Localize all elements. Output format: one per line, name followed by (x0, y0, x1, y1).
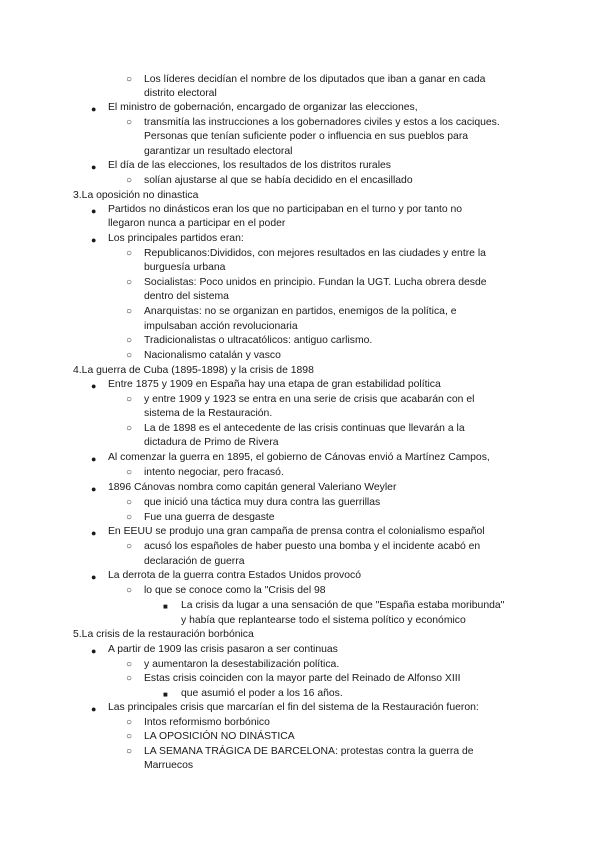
circle-bullet-icon: ○ (126, 673, 133, 684)
text-line: llegaron nunca a participar en el poder (108, 218, 286, 229)
square-bullet-icon: ■ (163, 690, 168, 699)
text-line: Tradicionalistas o ultracatólicos: antiguo carlismo. (144, 335, 373, 346)
circle-bullet-icon: ○ (126, 117, 133, 128)
text-line: La de 1898 es el antecedente de las crisis continuas que llevarán a la (144, 423, 465, 434)
text-line: El día de las elecciones, los resultados de los distritos rurales (108, 160, 391, 171)
circle-bullet-icon: ○ (126, 659, 133, 670)
text-line: solían ajustarse al que se había decidido en el encasillado (144, 175, 413, 186)
circle-bullet-icon: ○ (126, 497, 133, 508)
text-line: que inició una táctica muy dura contra las guerrillas (144, 497, 381, 508)
text-line: impulsaban acción revolucionaria (144, 321, 298, 332)
text-line: En EEUU se produjo una gran campaña de prensa contra el colonialismo español (108, 526, 485, 537)
disc-bullet-icon: ● (91, 704, 97, 714)
text-line: acusó los españoles de haber puesto una bomba y el incidente acabó en (144, 541, 481, 552)
text-line: Estas crisis coinciden con la mayor parte del Reinado de Alfonso XIII (144, 673, 461, 684)
text-line: que asumió el poder a los 16 años. (181, 688, 343, 699)
disc-bullet-icon: ● (91, 528, 97, 538)
text-line: Intos reformismo borbónico (144, 717, 270, 728)
text-line: Personas que tenían suficiente poder o influencia en sus pueblos para (144, 131, 469, 142)
circle-bullet-icon: ○ (126, 746, 133, 757)
disc-bullet-icon: ● (91, 235, 97, 245)
text-line: Republicanos:Divididos, con mejores resultados en las ciudades y entre la (144, 248, 486, 259)
circle-bullet-icon: ○ (126, 277, 133, 288)
section-heading: 3.La oposición no dinastica (73, 190, 199, 201)
circle-bullet-icon: ○ (126, 306, 133, 317)
circle-bullet-icon: ○ (126, 394, 133, 405)
text-line: El ministro de gobernación, encargado de organizar las elecciones, (108, 102, 418, 113)
circle-bullet-icon: ○ (126, 731, 133, 742)
disc-bullet-icon: ● (91, 572, 97, 582)
disc-bullet-icon: ● (91, 484, 97, 494)
disc-bullet-icon: ● (91, 646, 97, 656)
text-line: intento negociar, pero fracasó. (144, 467, 284, 478)
text-line: lo que se conoce como la "Crisis del 98 (144, 585, 326, 596)
circle-bullet-icon: ○ (126, 248, 133, 259)
text-line: burguesía urbana (144, 262, 226, 273)
circle-bullet-icon: ○ (126, 175, 133, 186)
disc-bullet-icon: ● (91, 162, 97, 172)
text-line: garantizar un resultado electoral (144, 146, 293, 157)
circle-bullet-icon: ○ (126, 541, 133, 552)
section-heading: 4.La guerra de Cuba (1895-1898) y la crisis de 1898 (73, 365, 314, 376)
text-line: La derrota de la guerra contra Estados Unidos provocó (108, 570, 361, 581)
text-line: LA SEMANA TRÁGICA DE BARCELONA: protestas contra la guerra de (144, 746, 474, 757)
circle-bullet-icon: ○ (126, 423, 133, 434)
text-line: dictadura de Primo de Rivera (144, 437, 279, 448)
text-line: transmitía las instrucciones a los gobernadores civiles y estos a los caciques. (144, 117, 500, 128)
disc-bullet-icon: ● (91, 454, 97, 464)
circle-bullet-icon: ○ (126, 512, 133, 523)
text-line: 1896 Cánovas nombra como capitán general Valeriano Weyler (108, 482, 397, 493)
circle-bullet-icon: ○ (126, 467, 133, 478)
circle-bullet-icon: ○ (126, 717, 133, 728)
section-heading: 5.La crisis de la restauración borbónica (73, 629, 254, 640)
text-line: y aumentaron la desestabilización política. (144, 659, 340, 670)
disc-bullet-icon: ● (91, 381, 97, 391)
text-line: Nacionalismo catalán y vasco (144, 350, 281, 361)
text-line: sistema de la Restauración. (144, 408, 273, 419)
text-line: A partir de 1909 las crisis pasaron a ser continuas (108, 644, 338, 655)
text-line: distrito electoral (144, 88, 217, 99)
text-line: Fue una guerra de desgaste (144, 512, 275, 523)
text-line: Socialistas: Poco unidos en principio. Fundan la UGT. Lucha obrera desde (144, 277, 487, 288)
text-line: Entre 1875 y 1909 en España hay una etapa de gran estabilidad política (108, 379, 441, 390)
text-line: y entre 1909 y 1923 se entra en una serie de crisis que acabarán con el (144, 394, 475, 405)
circle-bullet-icon: ○ (126, 585, 133, 596)
text-line: LA OPOSICIÓN NO DINÁSTICA (144, 731, 295, 742)
circle-bullet-icon: ○ (126, 335, 133, 346)
text-line: declaración de guerra (144, 556, 245, 567)
text-line: y había que replantearse todo el sistema político y económico (181, 615, 466, 626)
text-line: dentro del sistema (144, 291, 229, 302)
text-line: Las principales crisis que marcarían el fin del sistema de la Restauración fueron: (108, 702, 479, 713)
text-line: Anarquistas: no se organizan en partidos, enemigos de la política, e (144, 306, 457, 317)
text-line: Los líderes decidían el nombre de los diputados que iban a ganar en cada (144, 74, 486, 85)
text-line: La crisis da lugar a una sensación de que "España estaba moribunda" (181, 600, 505, 611)
text-line: Los principales partidos eran: (108, 233, 244, 244)
circle-bullet-icon: ○ (126, 74, 133, 85)
text-line: Partidos no dinásticos eran los que no participaban en el turno y por tanto no (108, 204, 463, 215)
text-line: Marruecos (144, 760, 194, 771)
disc-bullet-icon: ● (91, 104, 97, 114)
circle-bullet-icon: ○ (126, 350, 133, 361)
square-bullet-icon: ■ (163, 602, 168, 611)
text-line: Al comenzar la guerra en 1895, el gobierno de Cánovas envió a Martínez Campos, (108, 452, 490, 463)
disc-bullet-icon: ● (91, 206, 97, 216)
